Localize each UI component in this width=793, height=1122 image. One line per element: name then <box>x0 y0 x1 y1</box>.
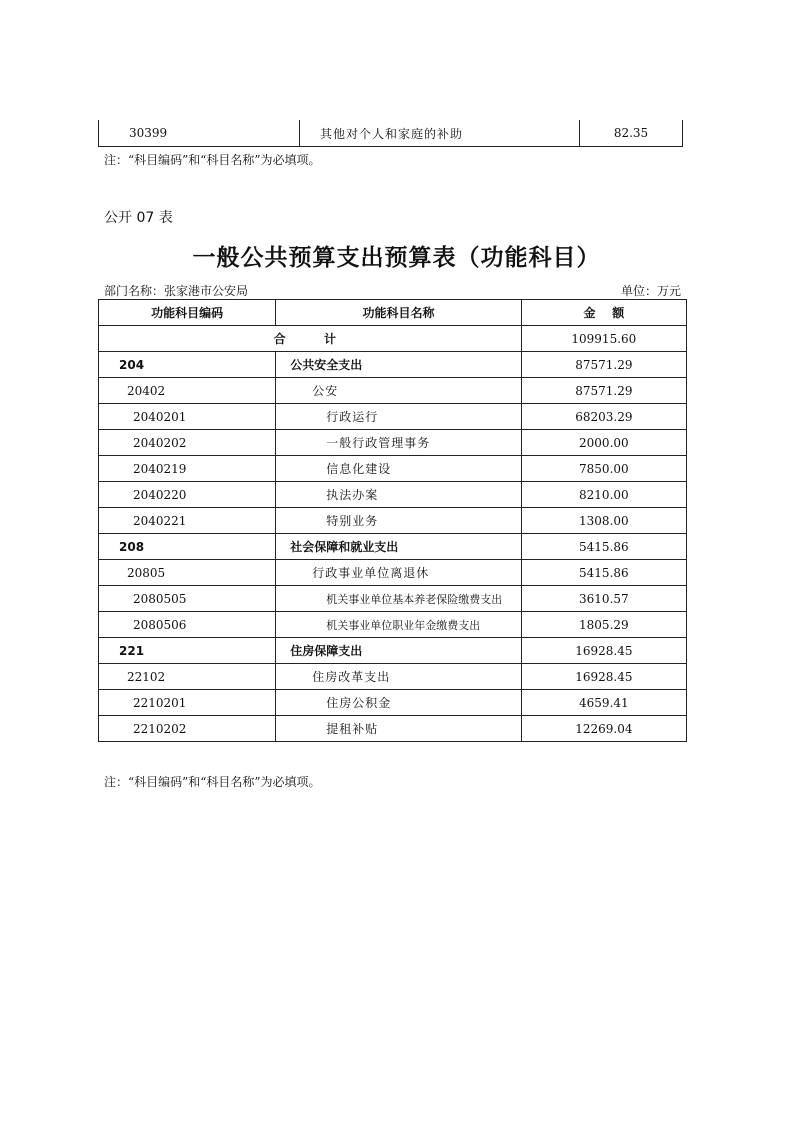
amount-cell: 2000.00 <box>521 430 686 456</box>
fragment-amount-cell: 82.35 <box>580 120 683 147</box>
name-cell: 住房改革支出 <box>276 664 521 690</box>
amount-cell: 87571.29 <box>521 352 686 378</box>
page-title: 一般公共预算支出预算表（功能科目） <box>192 245 601 271</box>
fragment-code-cell: 30399 <box>99 120 300 147</box>
name-cell: 住房保障支出 <box>276 638 521 664</box>
code-cell: 20402 <box>99 378 276 404</box>
header-name: 功能科目名称 <box>276 300 521 326</box>
total-row <box>99 326 687 352</box>
fragment-name-cell: 其他对个人和家庭的补助 <box>300 120 580 147</box>
amount-cell: 87571.29 <box>521 378 686 404</box>
table-row <box>99 508 687 534</box>
total-amount: 109915.60 <box>521 326 686 352</box>
name-cell: 机关事业单位基本养老保险缴费支出 <box>276 586 521 612</box>
table-row <box>99 560 687 586</box>
name-cell: 行政事业单位离退休 <box>276 560 521 586</box>
amount-cell: 16928.45 <box>521 664 686 690</box>
amount-cell: 16928.45 <box>521 638 686 664</box>
table-row <box>99 120 683 147</box>
name-cell: 公安 <box>276 378 521 404</box>
name-cell: 信息化建设 <box>276 456 521 482</box>
code-cell: 22102 <box>99 664 276 690</box>
table-row <box>99 586 687 612</box>
table-row <box>99 690 687 716</box>
name-cell: 行政运行 <box>276 404 521 430</box>
department-label: 部门名称：张家港市公安局 <box>104 284 249 298</box>
table-row <box>99 716 687 742</box>
note-top: 注：“科目编码”和“科目名称”为必填项。 <box>104 153 321 167</box>
table-row <box>99 430 687 456</box>
amount-cell: 12269.04 <box>521 716 686 742</box>
code-cell: 208 <box>99 534 276 560</box>
amount-cell: 4659.41 <box>521 690 686 716</box>
code-cell: 2040201 <box>99 404 276 430</box>
table-row <box>99 612 687 638</box>
code-cell: 20805 <box>99 560 276 586</box>
code-cell: 2080505 <box>99 586 276 612</box>
name-cell: 社会保障和就业支出 <box>276 534 521 560</box>
code-cell: 2210201 <box>99 690 276 716</box>
budget-table <box>98 299 687 742</box>
total-label: 合 计 <box>99 326 522 352</box>
table-header-row <box>99 300 687 326</box>
name-cell: 一般行政管理事务 <box>276 430 521 456</box>
table-row <box>99 664 687 690</box>
amount-cell: 68203.29 <box>521 404 686 430</box>
code-cell: 2040202 <box>99 430 276 456</box>
code-cell: 204 <box>99 352 276 378</box>
amount-cell: 5415.86 <box>521 534 686 560</box>
code-cell: 2080506 <box>99 612 276 638</box>
amount-cell: 3610.57 <box>521 586 686 612</box>
amount-cell: 1308.00 <box>521 508 686 534</box>
code-cell: 221 <box>99 638 276 664</box>
amount-cell: 8210.00 <box>521 482 686 508</box>
amount-cell: 1805.29 <box>521 612 686 638</box>
name-cell: 住房公积金 <box>276 690 521 716</box>
code-cell: 2040221 <box>99 508 276 534</box>
amount-cell: 7850.00 <box>521 456 686 482</box>
table-id: 公开 07 表 <box>104 210 173 226</box>
header-code: 功能科目编码 <box>99 300 276 326</box>
table-row <box>99 378 687 404</box>
unit-label: 单位：万元 <box>620 284 681 298</box>
code-cell: 2210202 <box>99 716 276 742</box>
table-row <box>99 404 687 430</box>
previous-table-fragment <box>98 120 683 147</box>
table-row <box>99 352 687 378</box>
table-row <box>99 482 687 508</box>
header-amount: 金 额 <box>521 300 686 326</box>
table-row <box>99 534 687 560</box>
name-cell: 公共安全支出 <box>276 352 521 378</box>
name-cell: 机关事业单位职业年金缴费支出 <box>276 612 521 638</box>
name-cell: 提租补贴 <box>276 716 521 742</box>
amount-cell: 5415.86 <box>521 560 686 586</box>
code-cell: 2040219 <box>99 456 276 482</box>
name-cell: 特别业务 <box>276 508 521 534</box>
table-row <box>99 456 687 482</box>
note-bottom: 注：“科目编码”和“科目名称”为必填项。 <box>104 775 321 789</box>
table-row <box>99 638 687 664</box>
code-cell: 2040220 <box>99 482 276 508</box>
name-cell: 执法办案 <box>276 482 521 508</box>
